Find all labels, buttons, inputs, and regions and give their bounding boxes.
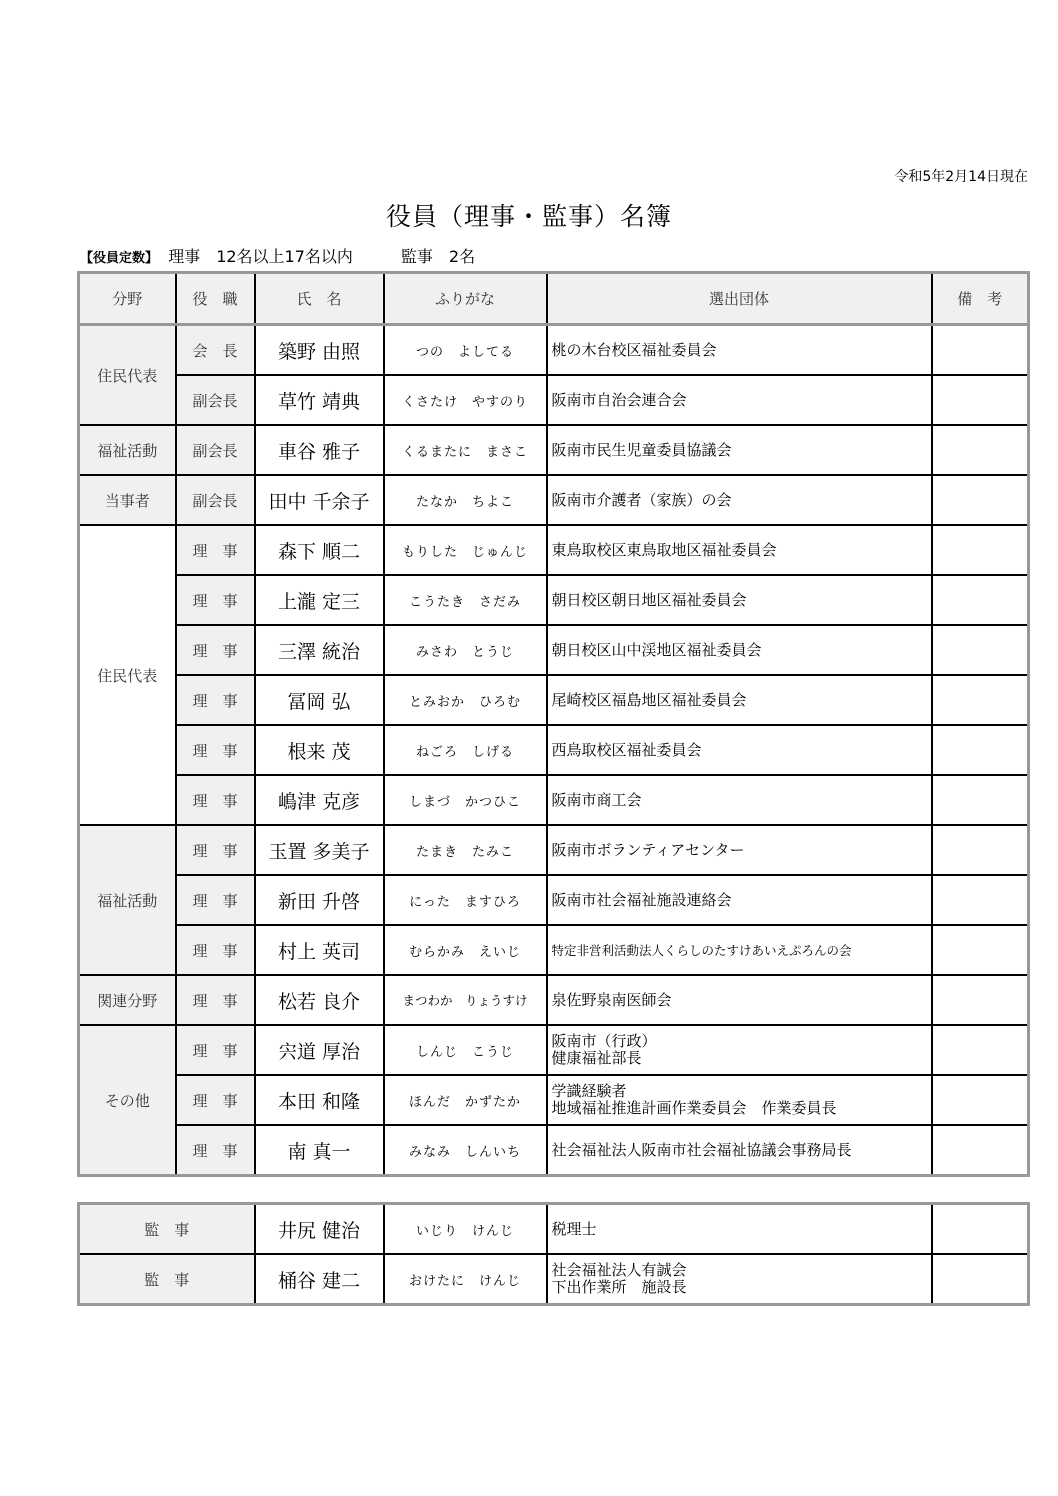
kana-cell: むらかみ えいじ xyxy=(384,925,547,975)
group-cell: 関連分野 xyxy=(79,975,176,1025)
org-cell xyxy=(547,1075,932,1125)
name-cell: 新田 升啓 xyxy=(255,875,384,925)
role-cell: 副会長 xyxy=(176,475,255,525)
table-row xyxy=(79,825,1029,875)
name-cell: 三澤 統治 xyxy=(255,625,384,675)
kana-cell: おけたに けんじ xyxy=(384,1254,547,1305)
note-cell xyxy=(932,625,1029,675)
org-line: 地域福祉推進計画作業委員会 作業委員長 xyxy=(551,1099,837,1117)
name-cell: 車谷 雅子 xyxy=(255,425,384,475)
org-cell: 阪南市自治会連合会 xyxy=(547,375,932,425)
note-cell xyxy=(932,975,1029,1025)
note-cell xyxy=(932,825,1029,875)
org-cell: 朝日校区朝日地区福祉委員会 xyxy=(547,575,932,625)
note-cell xyxy=(932,1204,1029,1255)
kana-cell: みさわ とうじ xyxy=(384,625,547,675)
header-field: 分野 xyxy=(79,273,176,325)
note-cell xyxy=(932,1075,1029,1125)
role-cell: 理 事 xyxy=(176,675,255,725)
table-row xyxy=(79,775,1029,825)
kana-cell: もりした じゅんじ xyxy=(384,525,547,575)
note-cell xyxy=(932,775,1029,825)
note-cell xyxy=(932,725,1029,775)
org-cell: 阪南市民生児童委員協議会 xyxy=(547,425,932,475)
group-cell: 当事者 xyxy=(79,475,176,525)
role-cell: 理 事 xyxy=(176,975,255,1025)
role-cell: 理 事 xyxy=(176,625,255,675)
group-cell: 住民代表 xyxy=(79,525,176,825)
header-row xyxy=(79,273,1029,325)
quota-text: 理事 12名以上17名以内 監事 2名 xyxy=(168,247,476,266)
name-cell: 村上 英司 xyxy=(255,925,384,975)
kana-cell: くさたけ やすのり xyxy=(384,375,547,425)
kana-cell: ほんだ かずたか xyxy=(384,1075,547,1125)
group-cell: その他 xyxy=(79,1025,176,1176)
directors-table xyxy=(77,271,1030,1177)
note-cell xyxy=(932,425,1029,475)
table-row xyxy=(79,625,1029,675)
table-row xyxy=(79,875,1029,925)
kana-cell: こうたき さだみ xyxy=(384,575,547,625)
role-cell: 理 事 xyxy=(176,575,255,625)
note-cell xyxy=(932,525,1029,575)
name-cell: 井尻 健治 xyxy=(255,1204,384,1255)
table-row xyxy=(79,575,1029,625)
org-line: 阪南市（行政） xyxy=(551,1032,657,1050)
org-line: 健康福祉部長 xyxy=(551,1049,642,1067)
kana-cell: くるまたに まさこ xyxy=(384,425,547,475)
org-cell xyxy=(547,1025,932,1075)
kana-cell: ねごろ しげる xyxy=(384,725,547,775)
kana-cell: たまき たみこ xyxy=(384,825,547,875)
org-cell xyxy=(547,1254,932,1305)
table-row xyxy=(79,525,1029,575)
table-row xyxy=(79,325,1029,376)
header-role: 役 職 xyxy=(176,273,255,325)
auditors-table xyxy=(77,1202,1030,1306)
org-cell: 泉佐野泉南医師会 xyxy=(547,975,932,1025)
table-row xyxy=(79,925,1029,975)
org-cell: 阪南市介護者（家族）の会 xyxy=(547,475,932,525)
table-row xyxy=(79,1204,1029,1255)
table-row xyxy=(79,1254,1029,1305)
role-cell: 理 事 xyxy=(176,1075,255,1125)
org-cell: 東鳥取校区東鳥取地区福祉委員会 xyxy=(547,525,932,575)
role-cell: 理 事 xyxy=(176,875,255,925)
org-cell: 阪南市商工会 xyxy=(547,775,932,825)
name-cell: 松若 良介 xyxy=(255,975,384,1025)
role-cell: 理 事 xyxy=(176,925,255,975)
org-cell: 税理士 xyxy=(547,1204,932,1255)
kana-cell: にった ますひろ xyxy=(384,875,547,925)
org-cell: 西鳥取校区福祉委員会 xyxy=(547,725,932,775)
name-cell: 草竹 靖典 xyxy=(255,375,384,425)
header-org: 選出団体 xyxy=(547,273,932,325)
name-cell: 宍道 厚治 xyxy=(255,1025,384,1075)
org-line: 学識経験者 xyxy=(551,1082,627,1100)
org-cell: 阪南市社会福祉施設連絡会 xyxy=(547,875,932,925)
kana-cell: みなみ しんいち xyxy=(384,1125,547,1176)
note-cell xyxy=(932,1125,1029,1176)
role-cell: 理 事 xyxy=(176,775,255,825)
org-cell: 社会福祉法人阪南市社会福祉協議会事務局長 xyxy=(547,1125,932,1176)
table-row xyxy=(79,1075,1029,1125)
table-row xyxy=(79,975,1029,1025)
kana-cell: とみおか ひろむ xyxy=(384,675,547,725)
name-cell: 本田 和隆 xyxy=(255,1075,384,1125)
name-cell: 田中 千余子 xyxy=(255,475,384,525)
note-cell xyxy=(932,325,1029,376)
table-row xyxy=(79,475,1029,525)
group-cell: 福祉活動 xyxy=(79,825,176,975)
note-cell xyxy=(932,475,1029,525)
kana-cell: たなか ちよこ xyxy=(384,475,547,525)
note-cell xyxy=(932,875,1029,925)
date-stamp: 令和5年2月14日現在 xyxy=(894,169,1028,185)
group-cell: 住民代表 xyxy=(79,325,176,426)
role-cell: 監 事 xyxy=(79,1204,255,1255)
name-cell: 築野 由照 xyxy=(255,325,384,376)
kana-cell: いじり けんじ xyxy=(384,1204,547,1255)
note-cell xyxy=(932,1254,1029,1305)
role-cell: 理 事 xyxy=(176,725,255,775)
name-cell: 嶋津 克彦 xyxy=(255,775,384,825)
role-cell: 副会長 xyxy=(176,375,255,425)
name-cell: 桶谷 建二 xyxy=(255,1254,384,1305)
note-cell xyxy=(932,375,1029,425)
name-cell: 南 真一 xyxy=(255,1125,384,1176)
table-row xyxy=(79,375,1029,425)
table-row xyxy=(79,675,1029,725)
quota-line xyxy=(80,244,475,267)
group-cell: 福祉活動 xyxy=(79,425,176,475)
note-cell xyxy=(932,1025,1029,1075)
note-cell xyxy=(932,675,1029,725)
table-row xyxy=(79,725,1029,775)
role-cell: 理 事 xyxy=(176,1125,255,1176)
note-cell xyxy=(932,925,1029,975)
org-line: 社会福祉法人有誠会 xyxy=(551,1261,687,1279)
name-cell: 上瀧 定三 xyxy=(255,575,384,625)
org-cell: 朝日校区山中渓地区福祉委員会 xyxy=(547,625,932,675)
quota-tag: 【役員定数】 xyxy=(80,251,159,266)
table-row xyxy=(79,1125,1029,1176)
name-cell: 森下 順二 xyxy=(255,525,384,575)
table-row xyxy=(79,425,1029,475)
org-cell: 尾崎校区福島地区福祉委員会 xyxy=(547,675,932,725)
note-cell xyxy=(932,575,1029,625)
org-line: 下出作業所 施設長 xyxy=(551,1278,687,1296)
role-cell: 理 事 xyxy=(176,1025,255,1075)
table-row xyxy=(79,1025,1029,1075)
org-cell: 桃の木台校区福祉委員会 xyxy=(547,325,932,376)
kana-cell: しまづ かつひこ xyxy=(384,775,547,825)
header-note: 備 考 xyxy=(932,273,1029,325)
org-cell: 阪南市ボランティアセンター xyxy=(547,825,932,875)
org-cell: 特定非営利活動法人くらしのたすけあいえぷろんの会 xyxy=(547,925,932,975)
kana-cell: まつわか りょうすけ xyxy=(384,975,547,1025)
role-cell: 副会長 xyxy=(176,425,255,475)
name-cell: 玉置 多美子 xyxy=(255,825,384,875)
header-kana: ふりがな xyxy=(384,273,547,325)
kana-cell: つの よしてる xyxy=(384,325,547,376)
role-cell: 会 長 xyxy=(176,325,255,376)
role-cell: 理 事 xyxy=(176,525,255,575)
header-name: 氏 名 xyxy=(255,273,384,325)
kana-cell: しんじ こうじ xyxy=(384,1025,547,1075)
role-cell: 理 事 xyxy=(176,825,255,875)
document-title: 役員（理事・監事）名簿 xyxy=(385,202,672,231)
name-cell: 根来 茂 xyxy=(255,725,384,775)
role-cell: 監 事 xyxy=(79,1254,255,1305)
name-cell: 冨岡 弘 xyxy=(255,675,384,725)
